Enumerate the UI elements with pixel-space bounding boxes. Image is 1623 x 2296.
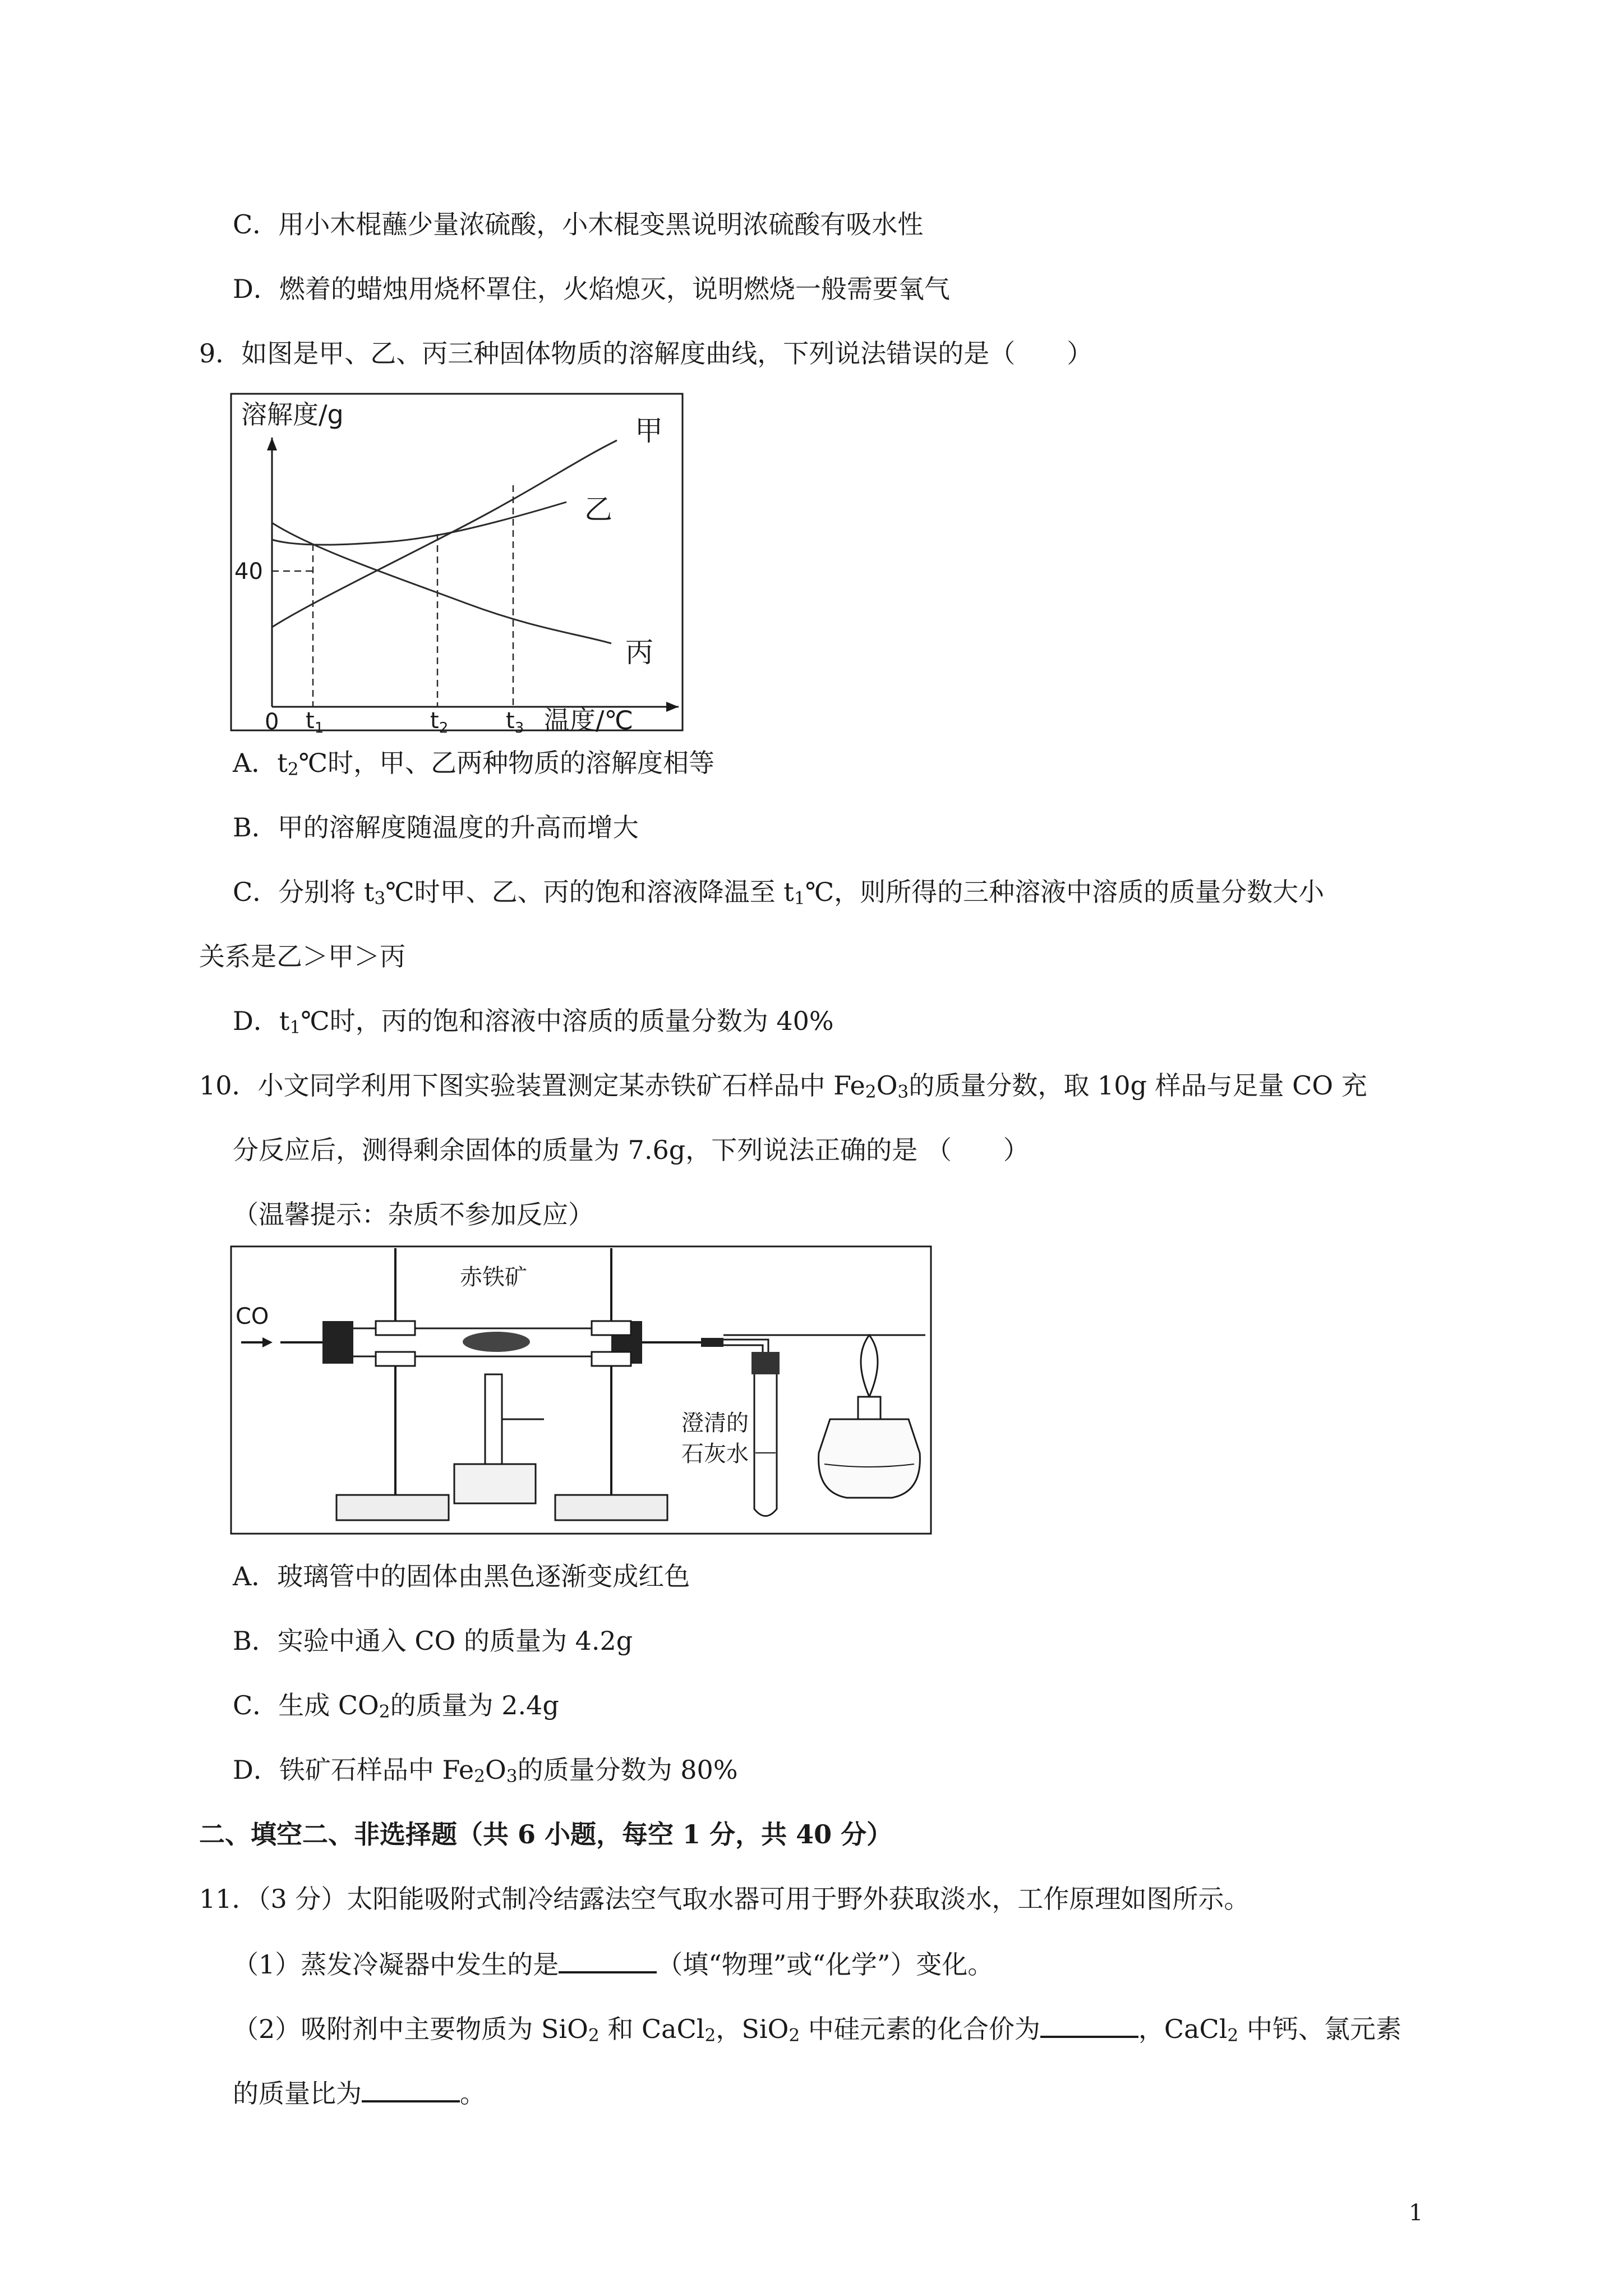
limewater-label-2: 石灰水: [681, 1441, 749, 1467]
q10-hint: （温馨提示：杂质不参加反应）: [233, 1199, 594, 1230]
lamp-neck: [858, 1397, 880, 1419]
y-tick-40: 40: [234, 559, 263, 585]
q11-stem: 11．（3 分）太阳能吸附式制冷结露法空气取水器可用于野外获取淡水，工作原理如图所示。: [199, 1884, 1250, 1914]
apparatus-svg: [230, 1245, 937, 1540]
q9-stem: 9．如图是甲、乙、丙三种固体物质的溶解度曲线，下列说法错误的是（ ）: [199, 338, 1093, 369]
series-label-jia: 甲: [635, 415, 663, 447]
y-axis-label: 溶解度/g: [241, 399, 344, 430]
clamp-right-bottom: [592, 1352, 631, 1366]
solubility-chart-svg: [230, 393, 701, 735]
x-tick-t3: $t_3$: [506, 708, 524, 735]
x-axis-arrow: [666, 702, 679, 712]
ore-sample: [463, 1332, 530, 1352]
answer-blank-1[interactable]: [559, 1947, 657, 1973]
series-label-bing: 丙: [625, 636, 653, 669]
q8-option-d: D．燃着的蜡烛用烧杯罩住，火焰熄灭，说明燃烧一般需要氧气: [233, 274, 950, 304]
q8-option-c: C．用小木棍蘸少量浓硫酸，小木棍变黑说明浓硫酸有吸水性: [233, 209, 924, 240]
q11-part-2: （2）吸附剂中主要物质为 SiO$_2$ 和 CaCl$_2$，SiO$_2$ 中硅元素的化合价为 ，CaCl$_2$ 中钙、氯元素: [233, 2011, 1401, 2046]
co-label: CO: [236, 1304, 269, 1329]
clamp-right-top: [592, 1321, 631, 1335]
clamp-left-bottom: [376, 1352, 415, 1366]
page-number: 1: [1409, 2200, 1423, 2226]
stopper-left: [322, 1321, 353, 1364]
q11-part-1: （1）蒸发冷凝器中发生的是 （填“物理”或“化学”）变化。: [233, 1947, 993, 1981]
test-tube-stopper: [751, 1352, 780, 1374]
answer-blank-2[interactable]: [1040, 2011, 1138, 2038]
q10-option-a: A．玻璃管中的固体由黑色逐渐变成红色: [233, 1561, 690, 1591]
co-arrow: [262, 1337, 273, 1347]
q10-stem-line1: 10．小文同学利用下图实验装置测定某赤铁矿石样品中 $Fe_2O_3$的质量分数，取 10g 样品与足量 CO 充: [199, 1070, 1367, 1102]
q9-option-b: B．甲的溶解度随温度的升高而增大: [233, 812, 639, 843]
stand-base-right: [555, 1495, 667, 1520]
q9-option-c-cont: 关系是乙＞甲＞丙: [199, 941, 405, 972]
x-tick-t1: $t_1$: [306, 708, 324, 735]
figure-frame: [231, 1246, 931, 1534]
y-axis-arrow: [267, 438, 277, 450]
ore-label: 赤铁矿: [460, 1264, 527, 1290]
origin-label: 0: [265, 709, 279, 735]
burner-chimney: [485, 1374, 502, 1464]
stand-base-left: [336, 1495, 449, 1520]
chart-frame: [231, 394, 683, 730]
q9-option-c: C．分别将 $t_3℃$时甲、乙、丙的饱和溶液降温至 $t_1℃$，则所得的三种溶液中溶质的质量分数大小: [233, 877, 1325, 909]
q10-option-d: D．铁矿石样品中 $Fe_2O_3$的质量分数为 80%: [233, 1755, 738, 1787]
q9-option-d: D．$t_1℃$时，丙的饱和溶液中溶质的质量分数为 40%: [233, 1006, 834, 1038]
series-label-yi: 乙: [584, 493, 612, 526]
flame-icon: [861, 1335, 878, 1397]
alcohol-burner: [454, 1464, 536, 1503]
solubility-chart: [230, 393, 701, 735]
section-2-title: 二、填空二、非选择题（共 6 小题，每空 1 分，共 40 分）: [199, 1819, 893, 1849]
test-tube: [754, 1358, 777, 1516]
curve-yi: [272, 502, 566, 545]
q10-stem-line2: 分反应后，测得剩余固体的质量为 7.6g，下列说法正确的是 （ ）: [233, 1135, 1029, 1165]
q10-option-b: B．实验中通入 CO 的质量为 4.2g: [233, 1626, 633, 1656]
alcohol-lamp: [819, 1419, 920, 1498]
q11-part-2-cont: 的质量比为 。: [233, 2076, 486, 2110]
limewater-label-1: 澄清的: [681, 1410, 749, 1436]
apparatus-figure: [230, 1245, 937, 1540]
x-axis-label: 温度/℃: [544, 705, 634, 735]
answer-blank-3[interactable]: [362, 2076, 460, 2102]
hose-joint: [701, 1338, 723, 1347]
x-tick-t2: $t_2$: [430, 708, 449, 735]
q10-option-c: C．生成 $CO_2$的质量为 2.4g: [233, 1690, 559, 1722]
q9-option-a: A．$t_2℃$时，甲、乙两种物质的溶解度相等: [233, 748, 715, 780]
curve-bing: [272, 523, 611, 643]
clamp-left-top: [376, 1321, 415, 1335]
